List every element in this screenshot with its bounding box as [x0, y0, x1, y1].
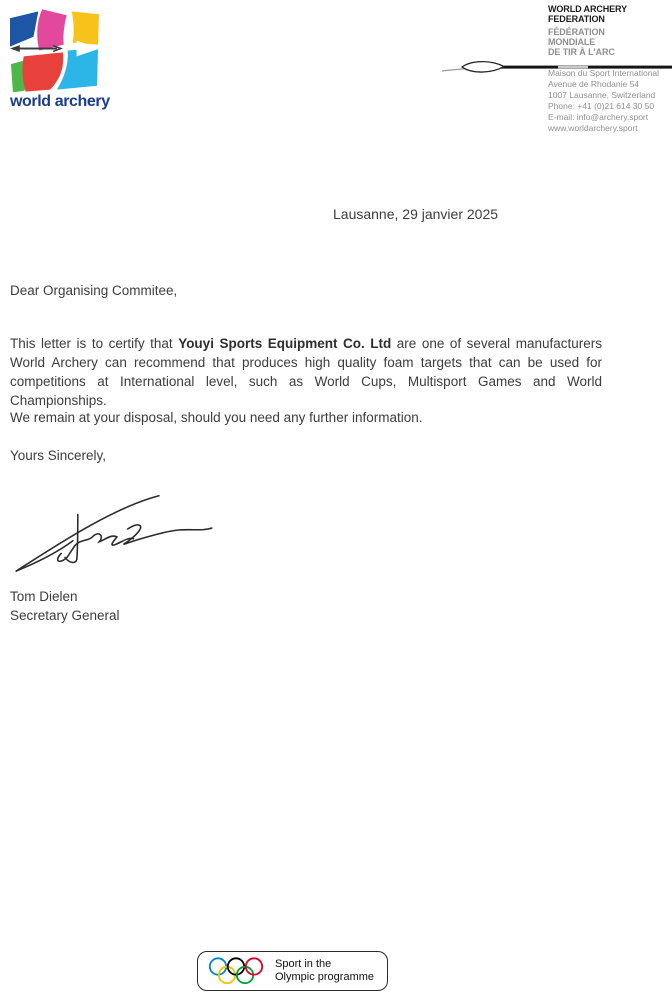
paragraph-text: This letter is to certify that: [10, 335, 179, 351]
company-name: Youyi Sports Equipment Co. Ltd: [178, 335, 392, 351]
olympic-programme-badge: [197, 951, 388, 991]
dateline: Lausanne, 29 janvier 2025: [333, 206, 499, 222]
world-archery-wordmark: world archery: [10, 93, 110, 110]
signature-image: [8, 486, 218, 574]
org-name-en-line: FEDERATION: [548, 14, 605, 24]
address-line: 1007 Lausanne, Switzerland: [548, 90, 656, 100]
paragraph-text: are one of several manufacturers World Archery can recommend that produces high quality foam targets that can be used for competitions at International level, such as World Cups, Multisport Games and World Championships.: [10, 335, 602, 408]
org-name-fr-line: FÉDÉRATION: [548, 27, 605, 37]
address-line: www.worldarchery.sport: [548, 123, 638, 133]
world-archery-logo-icon: [10, 7, 100, 92]
badge-text-line: Olympic programme: [275, 971, 375, 983]
address-line: Maison du Sport International: [548, 68, 660, 78]
org-name-en: [548, 4, 672, 24]
signer-title: Secretary General: [10, 608, 120, 623]
badge-text: [275, 958, 374, 984]
olympic-rings-icon: [208, 956, 266, 986]
letterhead-address: [548, 68, 672, 134]
org-name-fr-line: MONDIALE: [548, 37, 596, 47]
closing-line: Yours Sincerely,: [10, 448, 107, 463]
body-paragraph-2: We remain at your disposal, should you need any further information.: [10, 410, 423, 425]
body-paragraph-1: [10, 334, 602, 410]
org-name-fr-line: DE TIR À L'ARC: [548, 47, 615, 57]
letterhead-org-block: [548, 4, 672, 57]
badge-text-line: Sport in the: [275, 958, 332, 970]
signer-name: Tom Dielen: [10, 589, 78, 604]
address-line: E-mail: info@archery.sport: [548, 112, 649, 122]
org-name-fr: [548, 27, 672, 57]
address-line: Avenue de Rhodanie 54: [548, 79, 640, 89]
org-name-en-line: WORLD ARCHERY: [548, 4, 628, 14]
address-line: Phone: +41 (0)21 614 30 50: [548, 101, 655, 111]
salutation: Dear Organising Commitee,: [10, 283, 178, 298]
